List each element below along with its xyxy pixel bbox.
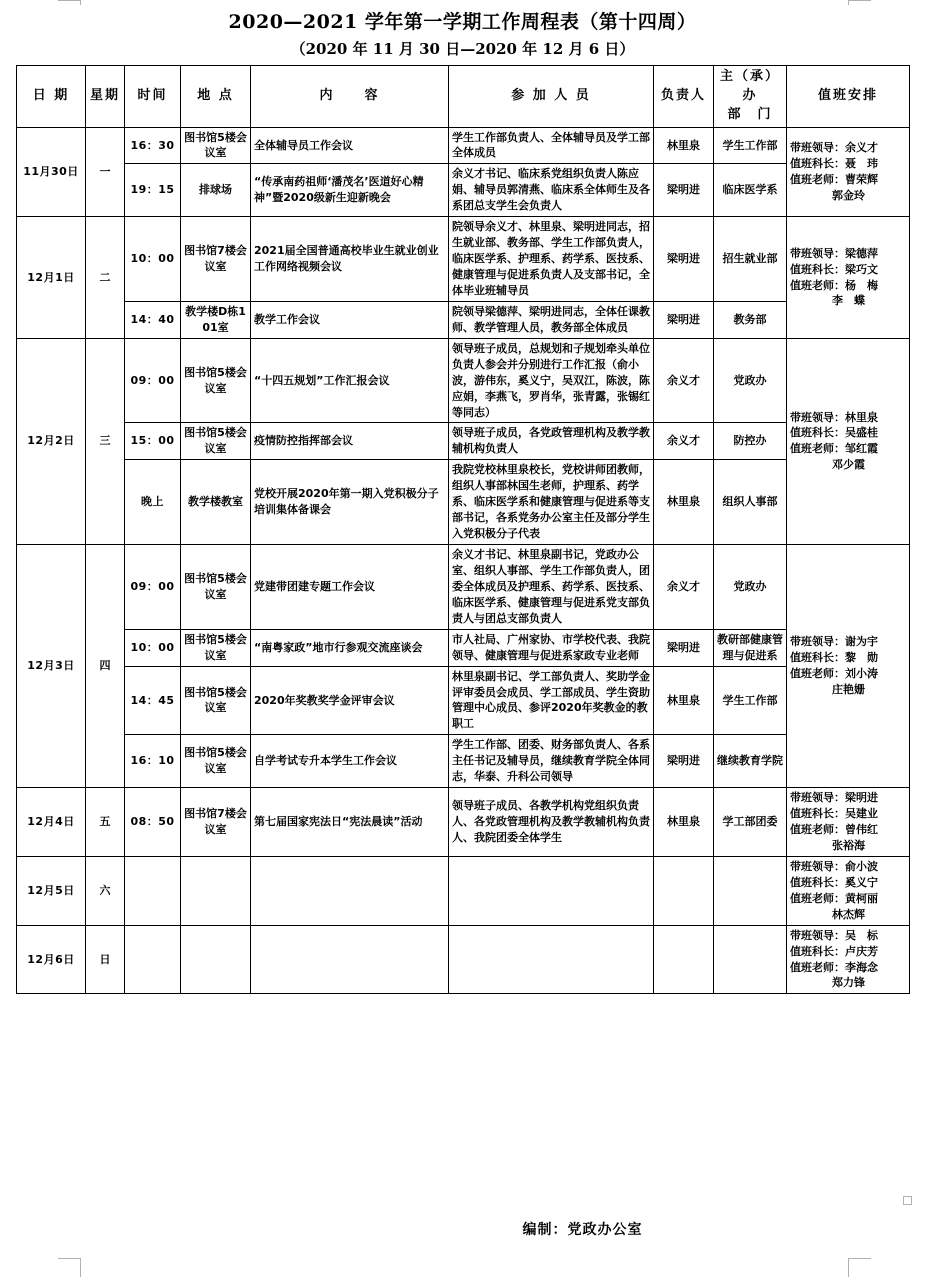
cell-time: 14：40 [125, 301, 181, 338]
cell-date: 12月2日 [17, 338, 86, 544]
cell-content: 2021届全国普通高校毕业生就业创业工作网络视频会议 [251, 217, 449, 302]
cell-participants: 余义才书记、临床系党组织负责人陈应娟、辅导员郭清燕、临床系全体师生及各系团总支学生会负责人 [449, 164, 654, 217]
cell-time: 19：15 [125, 164, 181, 217]
cell-department: 教研部健康管理与促进系 [714, 629, 787, 666]
duty-line: 值班老师：李海念 [790, 960, 878, 974]
crop-mark-top-left [58, 0, 81, 5]
header-department-line2: 部 门 [727, 106, 773, 122]
cell-time: 09：00 [125, 338, 181, 423]
cell-weekday: 六 [86, 856, 125, 925]
duty-line: 值班老师：刘小涛 [790, 667, 878, 681]
table-row [17, 788, 910, 857]
cell-content: “南粤家政”地市行参观交流座谈会 [251, 629, 449, 666]
table-row [17, 423, 910, 460]
cell-place: 图书馆7楼会议室 [181, 788, 251, 857]
table-row [17, 629, 910, 666]
duty-line: 带班领导：余义才 [790, 141, 878, 154]
duty-line: 值班科长：卢庆芳 [790, 944, 878, 958]
cell-department: 学生工作部 [714, 127, 787, 164]
table-row [17, 164, 910, 217]
duty-line: 郑力锋 [832, 976, 865, 990]
header-time: 时间 [125, 66, 181, 128]
cell-place: 图书馆5楼会议室 [181, 629, 251, 666]
header-date: 日 期 [17, 66, 86, 128]
cell-place: 排球场 [181, 164, 251, 217]
cell-owner: 林里泉 [654, 788, 714, 857]
cell-weekday: 二 [86, 217, 125, 339]
header-week: 星期 [86, 66, 125, 128]
cell-place: 教学楼D栋101室 [181, 301, 251, 338]
crop-mark-top-right [848, 0, 871, 5]
cell-time: 08：50 [125, 788, 181, 857]
table-row [17, 301, 910, 338]
cell-weekday: 三 [86, 338, 125, 544]
cell-department: 学工部团委 [714, 788, 787, 857]
table-row [17, 217, 910, 302]
table-row [17, 545, 910, 630]
duty-line: 庄艳姗 [832, 683, 865, 697]
cell-duty-roster [787, 856, 910, 925]
cell-owner: 林里泉 [654, 666, 714, 735]
cell-duty-roster [787, 217, 910, 339]
cell-participants: 领导班子成员，总规划和子规划牵头单位负责人参会并分别进行工作汇报（俞小波，游伟东，奚义宁，吴双江，陈波，陈应娟，李燕飞，罗肖华，张青露，张锡红等同志） [449, 338, 654, 423]
duty-line: 邓少霞 [832, 458, 865, 472]
cell-participants: 学生工作部负责人、全体辅导员及学工部全体成员 [449, 127, 654, 164]
crop-mark-bottom-right [848, 1258, 871, 1277]
cell-place: 图书馆5楼会议室 [181, 127, 251, 164]
cell-department: 党政办 [714, 338, 787, 423]
cell-weekday: 日 [86, 925, 125, 994]
duty-line: 张裕海 [832, 838, 865, 852]
cell-participants: 市人社局、广州家协、市学校代表、我院领导、健康管理与促进系家政专业老师 [449, 629, 654, 666]
cell-place: 图书馆5楼会议室 [181, 666, 251, 735]
cell-time: 16：30 [125, 127, 181, 164]
cell-department: 招生就业部 [714, 217, 787, 302]
cell-participants: 我院党校林里泉校长，党校讲师团教师，组织人事部林国生老师，护理系、药学系、临床医学系和健康管理与促进系等支部书记，各系党务办公室主任及部分学生入党积极分子代表 [449, 460, 654, 545]
cell-department: 组织人事部 [714, 460, 787, 545]
cell-place [181, 925, 251, 994]
cell-place: 图书馆5楼会议室 [181, 423, 251, 460]
cell-time: 16：10 [125, 735, 181, 788]
cell-content: “十四五规划”工作汇报会议 [251, 338, 449, 423]
table-row [17, 856, 910, 925]
crop-mark-right-square [903, 1196, 912, 1205]
cell-place: 图书馆5楼会议室 [181, 338, 251, 423]
crop-mark-bottom-left [58, 1258, 81, 1277]
cell-participants [449, 925, 654, 994]
table-row [17, 735, 910, 788]
table-row [17, 338, 910, 423]
table-header-row [17, 66, 910, 128]
cell-content: 全体辅导员工作会议 [251, 127, 449, 164]
cell-date: 11月30日 [17, 127, 86, 217]
cell-participants: 学生工作部、团委、财务部负责人、各系主任书记及辅导员，继续教育学院全体同志，华泰、升科公司领导 [449, 735, 654, 788]
duty-line: 值班科长：吴建业 [790, 807, 878, 821]
table-row [17, 460, 910, 545]
cell-owner [654, 856, 714, 925]
cell-content [251, 925, 449, 994]
cell-duty-roster [787, 338, 910, 544]
cell-participants: 领导班子成员，各党政管理机构及教学教辅机构负责人 [449, 423, 654, 460]
cell-time: 09：00 [125, 545, 181, 630]
cell-time: 10：00 [125, 217, 181, 302]
cell-department: 临床医学系 [714, 164, 787, 217]
cell-owner [654, 925, 714, 994]
table-row [17, 127, 910, 164]
header-content: 内 容 [251, 66, 449, 128]
duty-line: 林杰辉 [832, 907, 865, 921]
cell-content: 疫情防控指挥部会议 [251, 423, 449, 460]
cell-content: 党建带团建专题工作会议 [251, 545, 449, 630]
cell-department: 继续教育学院 [714, 735, 787, 788]
table-row [17, 925, 910, 994]
cell-content: 2020年奖教奖学金评审会议 [251, 666, 449, 735]
duty-line: 带班领导：林里泉 [790, 410, 878, 424]
cell-date: 12月1日 [17, 217, 86, 339]
cell-place [181, 856, 251, 925]
cell-duty-roster [787, 925, 910, 994]
cell-time: 晚上 [125, 460, 181, 545]
cell-owner: 林里泉 [654, 127, 714, 164]
cell-time [125, 856, 181, 925]
cell-place: 教学楼教室 [181, 460, 251, 545]
cell-department [714, 856, 787, 925]
duty-line: 值班科长：黎 勋 [790, 651, 878, 665]
cell-content: “传承南药祖师‘潘茂名’医道好心精神”暨2020级新生迎新晚会 [251, 164, 449, 217]
cell-time: 15：00 [125, 423, 181, 460]
cell-department: 防控办 [714, 423, 787, 460]
duty-line: 值班科长：梁巧文 [790, 262, 878, 276]
header-duty: 值班安排 [787, 66, 910, 128]
cell-weekday: 一 [86, 127, 125, 217]
cell-place: 图书馆5楼会议室 [181, 545, 251, 630]
duty-line: 带班领导：梁明进 [790, 791, 878, 805]
header-people: 参 加 人 员 [449, 66, 654, 128]
cell-owner: 梁明进 [654, 735, 714, 788]
cell-duty-roster [787, 127, 910, 217]
cell-owner: 余义才 [654, 338, 714, 423]
duty-line: 值班老师：邹红霞 [790, 442, 878, 456]
header-department [714, 66, 787, 128]
duty-line: 值班老师：杨 梅 [790, 278, 878, 292]
cell-participants: 林里泉副书记、学工部负责人、奖助学金评审委员会成员、学工部成员、学生资助管理中心成员、参评2020年奖教金的教职工 [449, 666, 654, 735]
duty-line: 值班科长：奚义宁 [790, 875, 878, 889]
cell-content: 党校开展2020年第一期入党积极分子培训集体备课会 [251, 460, 449, 545]
cell-place: 图书馆7楼会议室 [181, 217, 251, 302]
cell-place: 图书馆5楼会议室 [181, 735, 251, 788]
cell-content: 自学考试专升本学生工作会议 [251, 735, 449, 788]
cell-participants [449, 856, 654, 925]
cell-weekday: 五 [86, 788, 125, 857]
footer-note: 编制：党政办公室 [522, 1222, 643, 1238]
cell-weekday: 四 [86, 545, 125, 788]
cell-owner: 余义才 [654, 423, 714, 460]
cell-content [251, 856, 449, 925]
cell-department: 党政办 [714, 545, 787, 630]
duty-line: 值班科长：聂 玮 [790, 156, 878, 170]
duty-line: 李 蝶 [832, 294, 865, 308]
cell-owner: 余义才 [654, 545, 714, 630]
duty-line: 值班老师：曹荣辉 [790, 172, 878, 186]
cell-time: 10：00 [125, 629, 181, 666]
duty-line: 带班领导：俞小波 [790, 859, 878, 873]
cell-owner: 梁明进 [654, 164, 714, 217]
cell-department [714, 925, 787, 994]
header-department-line1: 主（承）办 [719, 69, 780, 103]
table-row [17, 666, 910, 735]
cell-owner: 林里泉 [654, 460, 714, 545]
header-owner: 负责人 [654, 66, 714, 128]
cell-participants: 院领导余义才、林里泉、梁明进同志，招生就业部、教务部、学生工作部负责人，临床医学系、护理系、药学系、医技系、健康管理与促进系负责人及支部书记，全体毕业班辅导员 [449, 217, 654, 302]
cell-participants: 院领导梁德萍、梁明进同志，全体任课教师、教学管理人员，教务部全体成员 [449, 301, 654, 338]
cell-duty-roster [787, 788, 910, 857]
duty-line: 值班老师：黄柯丽 [790, 891, 878, 905]
cell-owner: 梁明进 [654, 217, 714, 302]
cell-time [125, 925, 181, 994]
duty-line: 带班领导：谢为宇 [790, 635, 878, 649]
document-title: 2020—2021 学年第一学期工作周程表（第十四周） [228, 11, 697, 33]
cell-date: 12月5日 [17, 856, 86, 925]
cell-owner: 梁明进 [654, 629, 714, 666]
header-place: 地 点 [181, 66, 251, 128]
duty-line: 值班科长：吴盛桂 [790, 426, 878, 440]
cell-time: 14：45 [125, 666, 181, 735]
cell-duty-roster [787, 545, 910, 788]
duty-line: 值班老师：曾伟红 [790, 823, 878, 837]
cell-department: 学生工作部 [714, 666, 787, 735]
cell-date: 12月4日 [17, 788, 86, 857]
document-subtitle: （2020 年 11 月 30 日—2020 年 12 月 6 日） [290, 40, 635, 58]
cell-owner: 梁明进 [654, 301, 714, 338]
duty-line: 带班领导：吴 标 [790, 928, 878, 942]
cell-content: 第七届国家宪法日“宪法晨读”活动 [251, 788, 449, 857]
cell-department: 教务部 [714, 301, 787, 338]
duty-line: 郭金玲 [832, 188, 865, 202]
weekly-schedule-table [16, 65, 910, 994]
cell-date: 12月3日 [17, 545, 86, 788]
cell-content: 教学工作会议 [251, 301, 449, 338]
cell-date: 12月6日 [17, 925, 86, 994]
cell-participants: 领导班子成员、各教学机构党组织负责人、各党政管理机构及教学教辅机构负责人、我院团委全体学生 [449, 788, 654, 857]
duty-line: 带班领导：梁德萍 [790, 246, 878, 260]
cell-participants: 余义才书记、林里泉副书记，党政办公室、组织人事部、学生工作部负责人，团委全体成员及护理系、药学系、医技系、临床医学系、健康管理与促进系党支部负责人与团总支部负责人 [449, 545, 654, 630]
